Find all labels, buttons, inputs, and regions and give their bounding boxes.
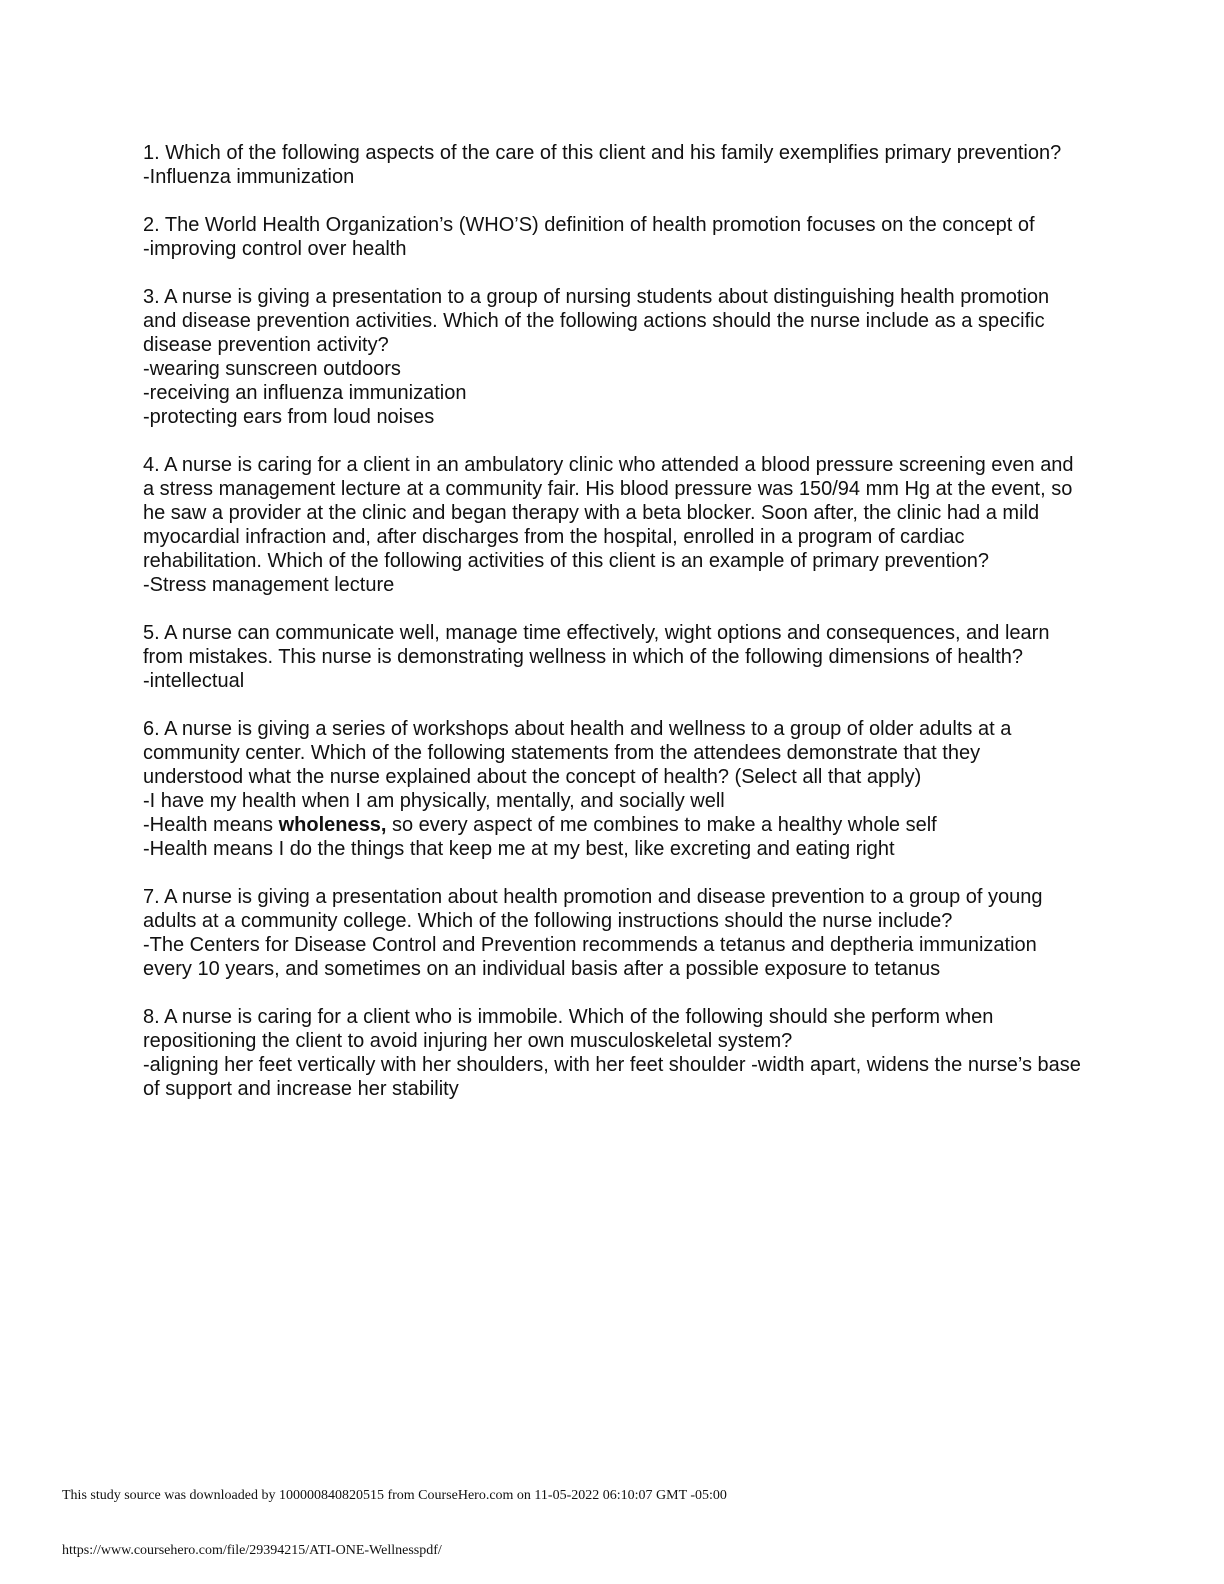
question-text: 6. A nurse is giving a series of workshops about health and wellness to a group of older adults at a community center. Which of the following statements from the attendees demonstrate that they understood what the nurse explained about the concept of health? (Select all that apply)	[143, 718, 1012, 788]
answer: -aligning her feet vertically with her shoulders, with her feet shoulder -width apart, widens the nurse’s base of support and increase her stability	[143, 1054, 1081, 1100]
question-text: 1. Which of the following aspects of the care of this client and his family exemplifies primary prevention?	[143, 142, 1062, 164]
answer: -I have my health when I am physically, mentally, and socially well	[143, 790, 725, 812]
download-source-note: This study source was downloaded by 100000840820515 from CourseHero.com on 11-05-2022 06:10:07 GMT -05:00	[62, 1488, 727, 1503]
question-text: 3. A nurse is giving a presentation to a group of nursing students about distinguishing health promotion and disease prevention activities. Which of the following actions should the nurse include as a specific disease prevention activity?	[143, 286, 1050, 356]
answer: -intellectual	[143, 670, 245, 692]
question-7	[143, 885, 1083, 981]
question-3	[143, 285, 1083, 429]
answer: -Influenza immunization	[143, 166, 355, 188]
answer: -wearing sunscreen outdoors	[143, 358, 401, 380]
question-list	[143, 141, 1083, 1125]
question-text: 4. A nurse is caring for a client in an ambulatory clinic who attended a blood pressure screening even and a stress management lecture at a community fair. His blood pressure was 150/94 mm Hg at the event, so he saw a provider at the clinic and began therapy with a beta blocker. Soon after, the clinic had a mild myocardial infraction and, after discharges from the hospital, enrolled in a program of cardiac rehabilitation. Which of the following activities of this client is an example of primary prevention?	[143, 454, 1074, 572]
question-2	[143, 213, 1083, 261]
answer: -protecting ears from loud noises	[143, 406, 435, 428]
answer-prefix: -Health means	[143, 814, 279, 836]
question-6	[143, 717, 1083, 861]
source-url[interactable]: https://www.coursehero.com/file/29394215/ATI-ONE-Wellnesspdf/	[62, 1543, 442, 1558]
answer: -Health means I do the things that keep me at my best, like excreting and eating right	[143, 838, 895, 860]
question-4	[143, 453, 1083, 597]
question-8	[143, 1005, 1083, 1101]
question-text: 7. A nurse is giving a presentation about health promotion and disease prevention to a group of young adults at a community college. Which of the following instructions should the nurse include?	[143, 886, 1043, 932]
question-text: 5. A nurse can communicate well, manage time effectively, wight options and consequences, and learn from mistakes. This nurse is demonstrating wellness in which of the following dimensions of health?	[143, 622, 1050, 668]
question-text: 8. A nurse is caring for a client who is immobile. Which of the following should she perform when repositioning the client to avoid injuring her own musculoskeletal system?	[143, 1006, 994, 1052]
question-text: 2. The World Health Organization’s (WHO’S) definition of health promotion focuses on the concept of	[143, 214, 1035, 236]
answer-bold-term: wholeness,	[278, 814, 387, 836]
answer: -receiving an influenza immunization	[143, 382, 467, 404]
answer: -The Centers for Disease Control and Prevention recommends a tetanus and deptheria immunization every 10 years, and sometimes on an individual basis after a possible exposure to tetanus	[143, 934, 1037, 980]
answer-suffix: so every aspect of me combines to make a healthy whole self	[386, 814, 937, 836]
question-5	[143, 621, 1083, 693]
question-1	[143, 141, 1083, 189]
answer-wholeness	[143, 813, 1083, 837]
answer: -Stress management lecture	[143, 574, 395, 596]
answer: -improving control over health	[143, 238, 407, 260]
